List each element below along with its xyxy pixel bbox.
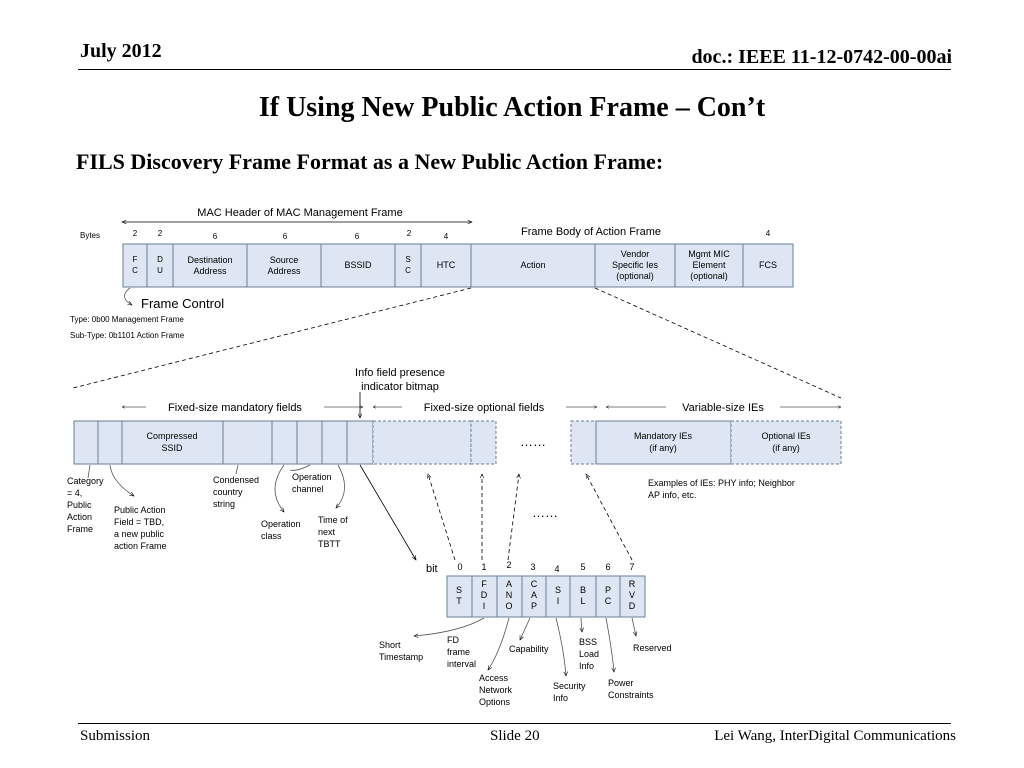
operation-class-pointer [275,465,284,512]
fdi-note-line2: frame [447,647,471,657]
operation-channel-note [292,472,332,494]
security-info-pointer [556,618,566,676]
type-note: Type: 0b00 Management Frame [70,315,184,324]
examples-note [648,478,795,500]
fils-field-public-action [98,421,122,464]
short-timestamp-note [379,640,423,662]
footer-submission: Submission [80,728,151,744]
ano-pointer [488,618,509,670]
si-note-line1: Security [553,681,586,691]
ano-note-line2: Network [479,685,513,695]
public-action-line2: Field = TBD, [114,517,165,527]
operation-class-line2: class [261,531,282,541]
bl-note-line2: Load [579,649,600,659]
bit-number-1: 1 [481,562,487,572]
footer-author: Lei Wang, InterDigital Communications [714,728,956,744]
bitmap-ellipsis: …… [532,505,558,520]
frame-body-label: Frame Body of Action Frame [521,226,661,238]
byte-counts [133,229,771,241]
field-fc-line2: C [132,266,138,275]
security-info-note [553,681,586,703]
footer-rule [78,723,951,724]
si-note-line2: Info [553,693,569,703]
next-tbtt-note [318,515,348,549]
field-htc-text: HTC [436,260,456,270]
bit-cap-c1: A [530,590,538,600]
mac-frame-fields [123,244,793,287]
tbtt-line1: Time of [318,515,348,525]
field-action-text: Action [520,260,546,270]
public-action-pointer [110,465,134,496]
presence-label-line1: Info field presence [355,367,445,379]
mac-header-label: MAC Header of MAC Management Frame [197,207,403,219]
bit-si-c1: I [556,596,560,606]
bit-number-7: 7 [629,562,635,572]
mandatory-ies-line1: Mandatory IEs [633,431,693,441]
power-constraints-note [608,678,654,700]
field-mic-line3: (optional) [690,271,728,281]
field-dest-line2: Address [193,266,227,276]
st-note-line2: Timestamp [379,652,424,662]
examples-line1: Examples of IEs: PHY info; Neighbor [648,478,795,488]
operation-channel-pointer [290,465,310,470]
bit-number-6: 6 [605,562,611,572]
slide-title: If Using New Public Action Frame – Con’t [258,92,766,123]
header-date: July 2012 [80,40,162,62]
fils-field-optional-1 [373,421,471,464]
category-note [67,476,104,534]
public-action-line1: Public Action [114,505,166,515]
pc-note-line1: Power [608,678,634,688]
category-line4: Action [67,512,93,522]
pc-note-line2: Constraints [608,690,654,700]
bit-ano-c1: N [505,590,513,600]
bit-cap-c2: P [530,601,538,611]
operation-channel-line2: channel [292,484,324,494]
header-doc-id: doc.: IEEE 11-12-0742-00-00ai [691,46,952,68]
expansion-line-right [595,288,841,398]
byte-count-src: 6 [282,232,288,241]
compressed-ssid-line1: Compressed [146,431,198,441]
condensed-line2: country [213,487,243,497]
examples-line2: AP info, etc. [648,490,697,500]
field-mic-line1: Mgmt MIC [688,249,730,259]
field-bssid-text: BSSID [344,260,372,270]
condensed-pointer [236,465,238,474]
fils-field-presence-bitmap [347,421,373,464]
bit-ano-c2: O [505,601,513,611]
bit-number-3: 3 [530,562,536,572]
byte-count-sc: 2 [406,229,412,238]
fils-field-operation-channel [297,421,322,464]
compressed-ssid-line2: SSID [161,443,183,453]
bit-number-0: 0 [457,562,463,572]
category-line1: Category [67,476,104,486]
field-dest-line1: Destination [187,255,233,265]
optional-ies-line1: Optional IEs [761,431,811,441]
byte-count-du: 2 [157,229,163,238]
bit-number-2: 2 [506,560,512,570]
fils-frame-fields [74,421,841,464]
fils-field-optional-2 [471,421,496,464]
byte-count-fc: 2 [132,229,138,238]
field-sc-line1: S [405,255,411,264]
ano-note-line3: Options [479,697,511,707]
public-action-line4: action Frame [114,541,167,551]
public-action-line3: a new public [114,529,165,539]
condensed-country-note [213,475,259,509]
fixed-mandatory-label: Fixed-size mandatory fields [168,402,302,414]
operation-class-note [261,519,301,541]
optional-ies-line2: (if any) [772,443,800,453]
subtype-note: Sub-Type: 0b1101 Action Frame [70,331,185,340]
bitmap-expansion-arrow [360,465,416,560]
bit-ano-c0: A [505,579,513,589]
tbtt-line2: next [318,527,336,537]
fils-field-optional-last [571,421,596,464]
bit-bl-c0: B [579,585,587,595]
public-action-note [114,505,167,551]
bit-si-c0: S [554,585,562,595]
bit-st-c0: S [455,585,463,595]
bit-pc-c1: C [604,596,612,606]
fils-field-next-tbtt [322,421,347,464]
capability-note: Capability [509,644,549,654]
fils-field-condensed-country [223,421,272,464]
field-vendor-line2: Specific Ies [611,260,659,270]
access-network-options-note [479,673,513,707]
bss-load-info-note [579,637,599,671]
bit-number-5: 5 [580,562,586,572]
bit-numbers [457,560,634,574]
reserved-note: Reserved [633,643,672,653]
field-du-line2: U [157,266,163,275]
bit-st-c1: T [456,596,462,606]
bit-pc-c0: P [604,585,612,595]
field-vendor-line1: Vendor [620,249,650,259]
category-line5: Frame [67,524,94,534]
short-timestamp-pointer [414,618,484,636]
st-note-line1: Short [379,640,401,650]
field-du-line1: D [157,255,163,264]
operation-class-line1: Operation [261,519,301,529]
reserved-pointer [632,618,636,636]
bytes-label: Bytes [80,231,101,240]
bit-label: bit [426,563,438,575]
category-line2: = 4, [67,488,83,498]
bit-rvd-c1: V [628,590,636,600]
bit-rvd-c0: R [628,579,636,589]
field-sc-line2: C [405,266,411,275]
tbtt-line3: TBTT [318,539,341,549]
bitmap-cells [447,576,645,617]
bl-note-line3: Info [579,661,595,671]
field-fc-line1: F [132,255,138,264]
fdi-note-line1: FD [447,635,459,645]
capability-pointer [520,618,530,640]
mandatory-ies-line2: (if any) [649,443,677,453]
byte-count-dest: 6 [212,232,218,241]
operation-channel-line1: Operation [292,472,332,482]
condensed-line3: string [213,499,236,509]
fils-ellipsis: …… [520,434,546,449]
byte-count-bssid: 6 [354,232,360,241]
tbtt-pointer [336,465,345,508]
fdi-note-line3: interval [447,659,477,669]
variable-ies-label: Variable-size IEs [682,402,764,414]
footer-slide-number: Slide 20 [490,728,540,744]
condensed-line1: Condensed [213,475,260,485]
fd-frame-interval-note [447,635,476,669]
power-constraints-pointer [606,618,614,672]
fixed-optional-label: Fixed-size optional fields [423,402,545,414]
bit-bl-c1: L [580,596,586,606]
field-src-line1: Source [269,255,299,265]
bss-load-pointer [581,618,582,632]
bit-number-4: 4 [554,564,560,574]
frame-control-arrow [124,288,132,305]
field-fcs-text: FCS [759,260,777,270]
field-vendor-line3: (optional) [616,271,654,281]
bit7-arrow [586,474,632,560]
bit-rvd-c2: D [628,601,636,611]
frame-control-label: Frame Control [141,296,225,311]
bit-fdi-c0: F [481,579,487,589]
bit-fdi-c1: D [480,590,488,600]
presence-label-line2: indicator bitmap [361,381,439,393]
category-line3: Public [67,500,92,510]
ano-note-line1: Access [479,673,509,683]
byte-count-htc: 4 [443,232,449,241]
fils-field-operation-class [272,421,297,464]
slide-subtitle: FILS Discovery Frame Format as a New Public Action Frame: [76,149,664,174]
field-mic-line2: Element [692,260,726,270]
fils-field-category [74,421,98,464]
bit0-arrow [428,474,455,560]
bit-cap-c0: C [530,579,538,589]
byte-count-fcs: 4 [765,229,771,238]
bl-note-line1: BSS [579,637,598,647]
field-src-line2: Address [267,266,301,276]
bit-fdi-c2: I [482,601,486,611]
bit2-arrow [508,474,519,560]
